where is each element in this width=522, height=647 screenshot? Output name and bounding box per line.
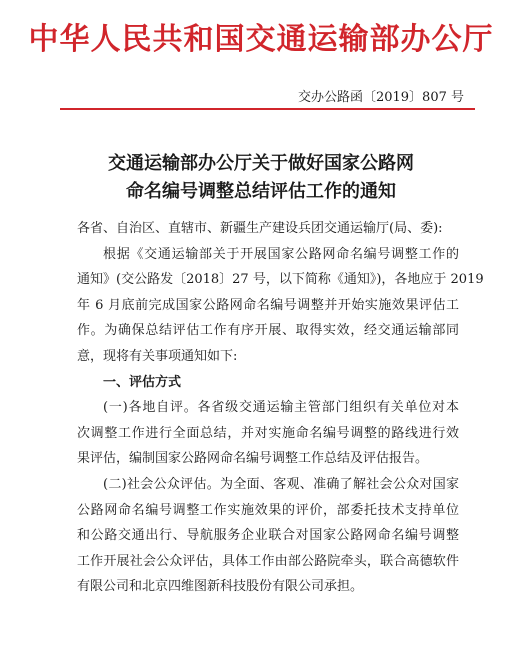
paragraph-line: 年 6 月底前完成国家公路网命名编号调整并开始实施效果评估工 (77, 297, 459, 313)
paragraph-line: 和公路交通出行、导航服务企业联合对国家公路网命名编号调整 (77, 528, 459, 544)
document-body (77, 216, 484, 600)
document-number: 交办公路函〔2019〕807 号 (297, 90, 464, 105)
document-title (0, 150, 522, 206)
paragraph-line: (二)社会公众评估。为全面、客观、准确了解社会公众对国家 (103, 476, 459, 492)
paragraph-line: 公路网命名编号调整工作实施效果的评价，部委托技术支持单位 (77, 502, 459, 518)
paragraph-line: 根据《交通运输部关于开展国家公路网命名编号调整工作的 (103, 246, 459, 262)
paragraph-line: 果评估，编制国家公路网命名编号调整工作总结及评估报告。 (77, 451, 429, 467)
title-line-1: 交通运输部办公厅关于做好国家公路网 (108, 153, 414, 174)
paragraph-line: (一)各地自评。各省级交通运输主管部门组织有关单位对本 (103, 400, 459, 416)
paragraph-line: 次调整工作进行全面总结，并对实施命名编号调整的路线进行效 (77, 425, 459, 441)
paragraph-line: 通知》(交公路发〔2018〕27 号，以下简称《通知》)，各地应于 2019 (77, 272, 484, 288)
paragraph-line: 作。为确保总结评估工作有序开展、取得实效，经交通运输部同 (77, 323, 459, 339)
letterhead: 中华人民共和国交通运输部办公厅 (28, 22, 494, 57)
paragraph-line: 有限公司和北京四维图新科技股份有限公司承担。 (77, 579, 364, 595)
salutation: 各省、自治区、直辖市、新疆生产建设兵团交通运输厅(局、委): (77, 221, 443, 236)
title-line-2: 命名编号调整总结评估工作的通知 (126, 181, 396, 202)
section-heading: 一、评估方式 (103, 374, 182, 390)
letterhead-divider (60, 108, 475, 110)
paragraph-line: 意，现将有关事项通知如下: (77, 348, 238, 364)
paragraph-line: 工作开展社会公众评估，具体工作由部公路院牵头，联合高德软件 (77, 553, 459, 569)
